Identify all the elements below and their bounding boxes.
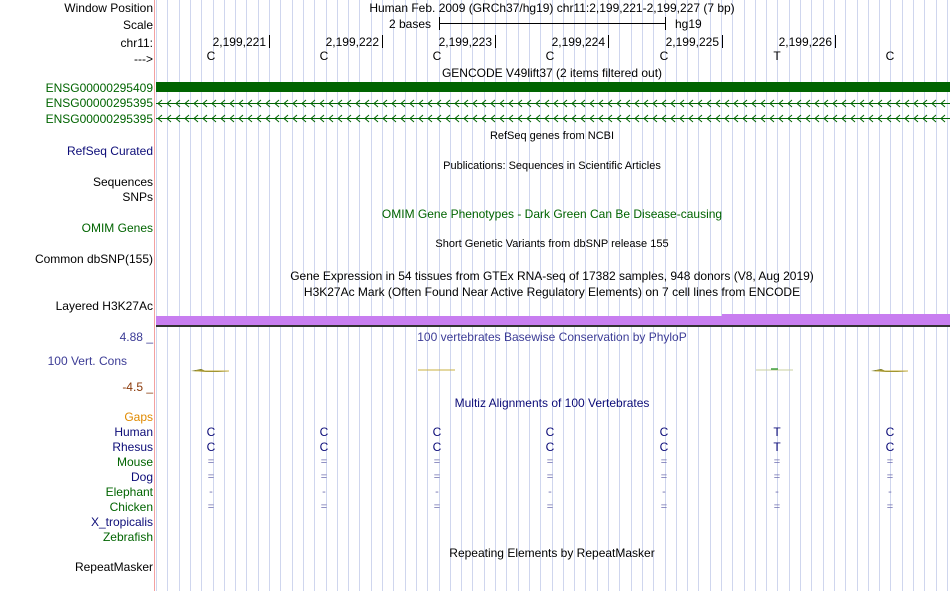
alignment-base-dog: = xyxy=(886,471,894,483)
reference-base: C xyxy=(319,49,329,63)
alignment-base-elephant: - xyxy=(209,486,213,498)
alignment-base-dog: = xyxy=(207,471,215,483)
species-human-label: Human xyxy=(114,425,153,439)
sequences-track-label[interactable]: Sequences xyxy=(92,175,153,189)
reference-base: C xyxy=(659,49,669,63)
alignment-base-dog: = xyxy=(773,471,781,483)
gene-strand-line-2 xyxy=(156,113,950,124)
alignment-base-elephant: - xyxy=(775,486,779,498)
refseq-track-title[interactable]: RefSeq genes from NCBI xyxy=(489,130,615,142)
dbsnp-track-title[interactable]: Short Genetic Variants from dbSNP release 155 xyxy=(435,238,669,250)
alignment-base-human: C xyxy=(885,425,895,439)
track-label-panel xyxy=(0,0,153,591)
alignment-base-rhesus: C xyxy=(206,440,216,454)
gaps-label: Gaps xyxy=(124,410,153,424)
position-tick-mark xyxy=(835,35,836,48)
phylop-track-label[interactable]: 100 Vert. Cons xyxy=(47,354,127,368)
chrom-label: chr11: xyxy=(120,36,153,50)
gencode-gene-3-label[interactable]: ENSG00000295395 xyxy=(45,112,153,126)
alignment-base-human: C xyxy=(659,425,669,439)
snps-track-label[interactable]: SNPs xyxy=(122,190,153,204)
alignment-base-mouse: = xyxy=(433,456,441,468)
alignment-base-rhesus: C xyxy=(885,440,895,454)
refseq-track-label[interactable]: RefSeq Curated xyxy=(66,144,153,158)
alignment-base-mouse: = xyxy=(546,456,554,468)
alignment-base-chicken: = xyxy=(886,501,894,513)
gene-strand-line-1 xyxy=(156,98,950,109)
reference-base: C xyxy=(885,49,895,63)
track-display-area[interactable] xyxy=(156,0,950,591)
species-zebrafish-label: Zebrafish xyxy=(102,530,153,544)
alignment-base-elephant: - xyxy=(435,486,439,498)
position-tick-label: 2,199,226 xyxy=(778,35,832,49)
phylop-max-label: 4.88 _ xyxy=(119,330,153,344)
gencode-track-title[interactable]: GENCODE V49lift37 (2 items filtered out) xyxy=(441,66,663,80)
alignment-base-human: T xyxy=(773,425,781,439)
alignment-base-chicken: = xyxy=(660,501,668,513)
alignment-base-elephant: - xyxy=(888,486,892,498)
alignment-base-rhesus: C xyxy=(319,440,329,454)
assembly-position-header: Human Feb. 2009 (GRCh37/hg19) chr11:2,199,221-2,199,227 (7 bp) xyxy=(369,1,735,15)
species-xtropicalis-label: X_tropicalis xyxy=(90,515,153,529)
strand-arrow-label: ---> xyxy=(134,52,153,66)
reference-base: C xyxy=(432,49,442,63)
alignment-base-dog: = xyxy=(660,471,668,483)
species-elephant-label: Elephant xyxy=(105,485,153,499)
alignment-base-human: C xyxy=(206,425,216,439)
species-dog-label: Dog xyxy=(130,470,153,484)
position-tick-mark xyxy=(495,35,496,48)
scale-bar xyxy=(439,17,666,31)
omim-track-title[interactable]: OMIM Gene Phenotypes - Dark Green Can Be Disease-causing xyxy=(381,207,723,221)
alignment-base-rhesus: C xyxy=(659,440,669,454)
alignment-base-elephant: - xyxy=(548,486,552,498)
alignment-base-dog: = xyxy=(433,471,441,483)
position-tick-label: 2,199,225 xyxy=(665,35,719,49)
publications-track-title[interactable]: Publications: Sequences in Scientific Articles xyxy=(443,160,661,172)
position-tick-mark xyxy=(608,35,609,48)
reference-base: T xyxy=(773,49,781,63)
h3k27ac-track-title[interactable]: H3K27Ac Mark (Often Found Near Active Regulatory Elements) on 7 cell lines from ENCODE xyxy=(303,285,801,299)
alignment-base-human: C xyxy=(319,425,329,439)
alignment-base-elephant: - xyxy=(322,486,326,498)
panel-divider[interactable] xyxy=(154,0,155,591)
alignment-base-chicken: = xyxy=(773,501,781,513)
gene-feature-ENSG00000295395-b[interactable] xyxy=(156,113,950,124)
dbsnp-track-label[interactable]: Common dbSNP(155) xyxy=(34,252,153,266)
multiz-track-title[interactable]: Multiz Alignments of 100 Vertebrates xyxy=(454,396,650,410)
alignment-base-chicken: = xyxy=(546,501,554,513)
position-tick-mark xyxy=(722,35,723,48)
alignment-base-elephant: - xyxy=(662,486,666,498)
repeatmasker-track-label[interactable]: RepeatMasker xyxy=(74,560,153,574)
scale-value: 2 bases xyxy=(389,17,432,31)
alignment-base-mouse: = xyxy=(660,456,668,468)
position-tick-label: 2,199,224 xyxy=(551,35,605,49)
gene-feature-ENSG00000295409[interactable] xyxy=(156,82,950,92)
scale-label: Scale xyxy=(122,18,153,32)
alignment-base-chicken: = xyxy=(433,501,441,513)
alignment-base-dog: = xyxy=(546,471,554,483)
position-tick-label: 2,199,223 xyxy=(438,35,492,49)
position-tick-mark xyxy=(269,35,270,48)
reference-base: C xyxy=(206,49,216,63)
repeatmasker-track-title[interactable]: Repeating Elements by RepeatMasker xyxy=(449,546,655,560)
gtex-track-title[interactable]: Gene Expression in 54 tissues from GTEx RNA-seq of 17382 samples, 948 donors (V8, Aug 2019) xyxy=(290,269,814,283)
species-mouse-label: Mouse xyxy=(116,455,153,469)
position-tick-label: 2,199,222 xyxy=(325,35,379,49)
alignment-base-rhesus: T xyxy=(773,440,781,454)
gencode-gene-2-label[interactable]: ENSG00000295395 xyxy=(45,96,153,110)
alignment-base-rhesus: C xyxy=(545,440,555,454)
alignment-base-mouse: = xyxy=(773,456,781,468)
h3k27ac-signal-bar[interactable] xyxy=(156,314,950,327)
phylop-signal xyxy=(156,366,950,376)
species-rhesus-label: Rhesus xyxy=(112,440,153,454)
gene-feature-ENSG00000295395-a[interactable] xyxy=(156,98,950,109)
alignment-base-human: C xyxy=(545,425,555,439)
phylop-min-label: -4.5 _ xyxy=(122,380,153,394)
window-position-label: Window Position xyxy=(64,1,153,15)
alignment-base-dog: = xyxy=(320,471,328,483)
gencode-gene-1-label[interactable]: ENSG00000295409 xyxy=(45,81,153,95)
scale-db-name: hg19 xyxy=(675,17,702,31)
alignment-base-human: C xyxy=(432,425,442,439)
h3k27ac-track-label[interactable]: Layered H3K27Ac xyxy=(55,299,153,313)
phylop-track-title[interactable]: 100 vertebrates Basewise Conservation by PhyloP xyxy=(417,330,687,344)
reference-base: C xyxy=(545,49,555,63)
position-tick-label: 2,199,221 xyxy=(212,35,266,49)
position-tick-mark xyxy=(382,35,383,48)
alignment-base-mouse: = xyxy=(207,456,215,468)
alignment-base-mouse: = xyxy=(886,456,894,468)
alignment-base-mouse: = xyxy=(320,456,328,468)
alignment-base-chicken: = xyxy=(320,501,328,513)
omim-track-label[interactable]: OMIM Genes xyxy=(81,221,153,235)
alignment-base-chicken: = xyxy=(207,501,215,513)
species-chicken-label: Chicken xyxy=(109,500,153,514)
alignment-base-rhesus: C xyxy=(432,440,442,454)
